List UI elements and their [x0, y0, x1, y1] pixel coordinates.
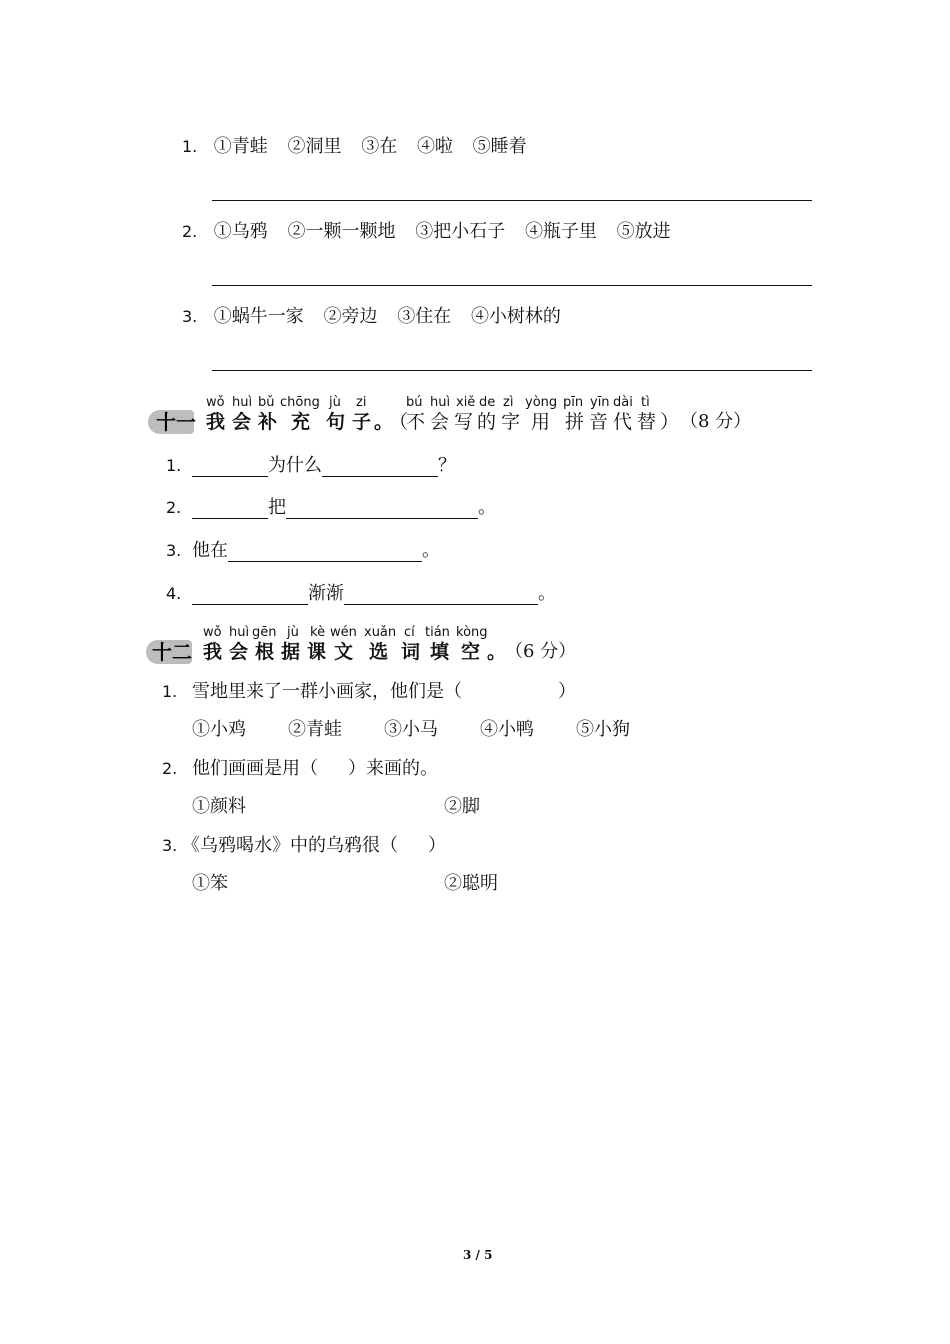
- reorder-item-1: [182, 136, 541, 158]
- pinyin: wǒ: [203, 625, 222, 640]
- pinyin: jù: [329, 395, 341, 410]
- question-1: [162, 681, 576, 703]
- fill-item-4: [166, 583, 556, 605]
- item-number: 4.: [166, 584, 182, 603]
- fill-item-1: [166, 455, 456, 477]
- pinyin: kòng: [456, 625, 488, 640]
- title-char: 会: [229, 641, 249, 663]
- note-char: 字: [501, 411, 521, 433]
- note-char: 代: [613, 411, 633, 433]
- pinyin: de: [479, 395, 496, 410]
- section-number: 十一: [156, 410, 196, 434]
- fill-item-3: [166, 540, 440, 562]
- pinyin: huì: [229, 625, 250, 640]
- option[interactable]: ⑤小狗: [576, 719, 630, 740]
- option: ①蜗牛一家: [213, 306, 304, 327]
- question-text: 《乌鸦喝水》中的乌鸦很（: [182, 835, 398, 856]
- item-number: 3.: [166, 541, 182, 560]
- option: ③在: [361, 136, 398, 157]
- option: ②一颗一颗地: [287, 221, 396, 242]
- title-char: 我: [203, 641, 223, 663]
- pinyin: jù: [287, 625, 299, 640]
- pinyin: huì: [232, 395, 253, 410]
- answer-line-1[interactable]: [212, 200, 812, 201]
- item-number: 3.: [182, 307, 198, 326]
- title-char: 子: [352, 411, 372, 433]
- title-char: 句: [326, 411, 346, 433]
- blank[interactable]: [322, 458, 438, 477]
- fill-item-2: [166, 497, 496, 519]
- option[interactable]: ④小鸭: [480, 719, 534, 740]
- section12-score: （6 分）: [505, 641, 577, 662]
- paren: ）: [660, 411, 680, 433]
- option: ③把小石子: [415, 221, 506, 242]
- section11-pinyin: [0, 396, 950, 410]
- item-number: 1.: [166, 456, 182, 475]
- item-number: 1.: [162, 682, 178, 701]
- note-char: 音: [589, 411, 609, 433]
- title-char: 。: [487, 641, 507, 663]
- title-char: 课: [307, 641, 327, 663]
- question-text: ）: [428, 835, 446, 856]
- title-char: 选: [369, 641, 389, 663]
- page-number: 3 / 5: [463, 1248, 493, 1262]
- option[interactable]: ②聪明: [444, 873, 498, 894]
- pinyin: xuǎn: [364, 625, 397, 640]
- title-char: 充: [291, 411, 311, 433]
- blank[interactable]: [228, 543, 422, 562]
- pinyin: chōng: [280, 395, 320, 410]
- blank[interactable]: [192, 500, 268, 519]
- pinyin: pīn: [563, 395, 584, 410]
- option[interactable]: ①小鸡: [192, 719, 246, 740]
- question-2-options: [192, 796, 480, 818]
- option: ④小树林的: [470, 306, 561, 327]
- blank[interactable]: [286, 500, 478, 519]
- option: ②旁边: [323, 306, 378, 327]
- section-number: 十二: [152, 640, 192, 664]
- option: ⑤放进: [616, 221, 671, 242]
- option: ②洞里: [287, 136, 342, 157]
- item-text: 。: [478, 497, 496, 518]
- pinyin: xiě: [456, 395, 476, 410]
- pinyin: tì: [641, 395, 650, 410]
- note-char: 写: [454, 411, 474, 433]
- pinyin: bú: [406, 395, 423, 410]
- title-char: 填: [430, 641, 450, 663]
- option[interactable]: ②脚: [444, 796, 480, 817]
- option: ①乌鸦: [213, 221, 268, 242]
- note-char: 替: [637, 411, 657, 433]
- pinyin: zì: [503, 395, 514, 410]
- item-text: 。: [422, 540, 440, 561]
- title-char: 根: [255, 641, 275, 663]
- paren: （: [389, 411, 409, 433]
- title-char: 文: [334, 641, 354, 663]
- title-char: 。: [374, 411, 394, 433]
- item-number: 1.: [182, 137, 198, 156]
- question-2: [162, 758, 438, 780]
- item-text: 渐渐: [308, 583, 344, 604]
- reorder-item-2: [182, 221, 685, 243]
- option[interactable]: ③小马: [384, 719, 438, 740]
- title-char: 我: [206, 411, 226, 433]
- section12-title: [0, 641, 950, 663]
- pinyin: yīn: [590, 395, 610, 410]
- item-text: ？: [438, 455, 456, 476]
- title-char: 补: [258, 411, 278, 433]
- blank[interactable]: [192, 458, 268, 477]
- item-number: 2.: [182, 222, 198, 241]
- question-3: [162, 835, 446, 857]
- pinyin: yòng: [525, 395, 558, 410]
- pinyin: dài: [613, 395, 633, 410]
- pinyin: zi: [356, 395, 367, 410]
- item-number: 2.: [162, 759, 178, 778]
- pinyin: wén: [330, 625, 357, 640]
- option: ④瓶子里: [524, 221, 597, 242]
- item-text: 他在: [192, 540, 228, 561]
- question-text: 雪地里来了一群小画家，他们是（: [192, 681, 462, 702]
- pinyin: wǒ: [206, 395, 225, 410]
- section11-score: （8 分）: [680, 411, 752, 432]
- option[interactable]: ①笨: [192, 873, 228, 894]
- pinyin: huì: [430, 395, 451, 410]
- blank[interactable]: [344, 586, 538, 605]
- title-char: 据: [281, 641, 301, 663]
- pinyin: bǔ: [258, 395, 275, 410]
- option: ⑤睡着: [472, 136, 527, 157]
- option[interactable]: ②青蛙: [288, 719, 342, 740]
- title-char: 空: [461, 641, 481, 663]
- question-text: ）: [558, 681, 576, 702]
- option[interactable]: ①颜料: [192, 796, 246, 817]
- pinyin: tián: [425, 625, 450, 640]
- question-text: ）来画的。: [348, 758, 438, 779]
- pinyin: gēn: [252, 625, 277, 640]
- item-number: 3.: [162, 836, 178, 855]
- note-char: 不: [406, 411, 426, 433]
- item-text: 为什么: [268, 455, 322, 476]
- pinyin: kè: [310, 625, 326, 640]
- option: ③住在: [397, 306, 452, 327]
- note-char: 用: [531, 411, 551, 433]
- section12-pinyin: [0, 626, 950, 640]
- item-number: 2.: [166, 498, 182, 517]
- title-char: 词: [401, 641, 421, 663]
- question-3-options: [192, 873, 498, 895]
- option: ①青蛙: [213, 136, 268, 157]
- answer-line-3[interactable]: [212, 370, 812, 371]
- section11-note: [0, 411, 950, 433]
- item-text: 把: [268, 497, 286, 518]
- note-char: 拼: [565, 411, 585, 433]
- note-char: 会: [430, 411, 450, 433]
- title-char: 会: [232, 411, 252, 433]
- item-text: 。: [538, 583, 556, 604]
- question-1-options: [192, 719, 672, 741]
- answer-line-2[interactable]: [212, 285, 812, 286]
- reorder-item-3: [182, 306, 575, 328]
- question-text: 他们画画是用（: [192, 758, 318, 779]
- option: ④啦: [416, 136, 453, 157]
- blank[interactable]: [192, 586, 308, 605]
- pinyin: cí: [404, 625, 415, 640]
- note-char: 的: [477, 411, 497, 433]
